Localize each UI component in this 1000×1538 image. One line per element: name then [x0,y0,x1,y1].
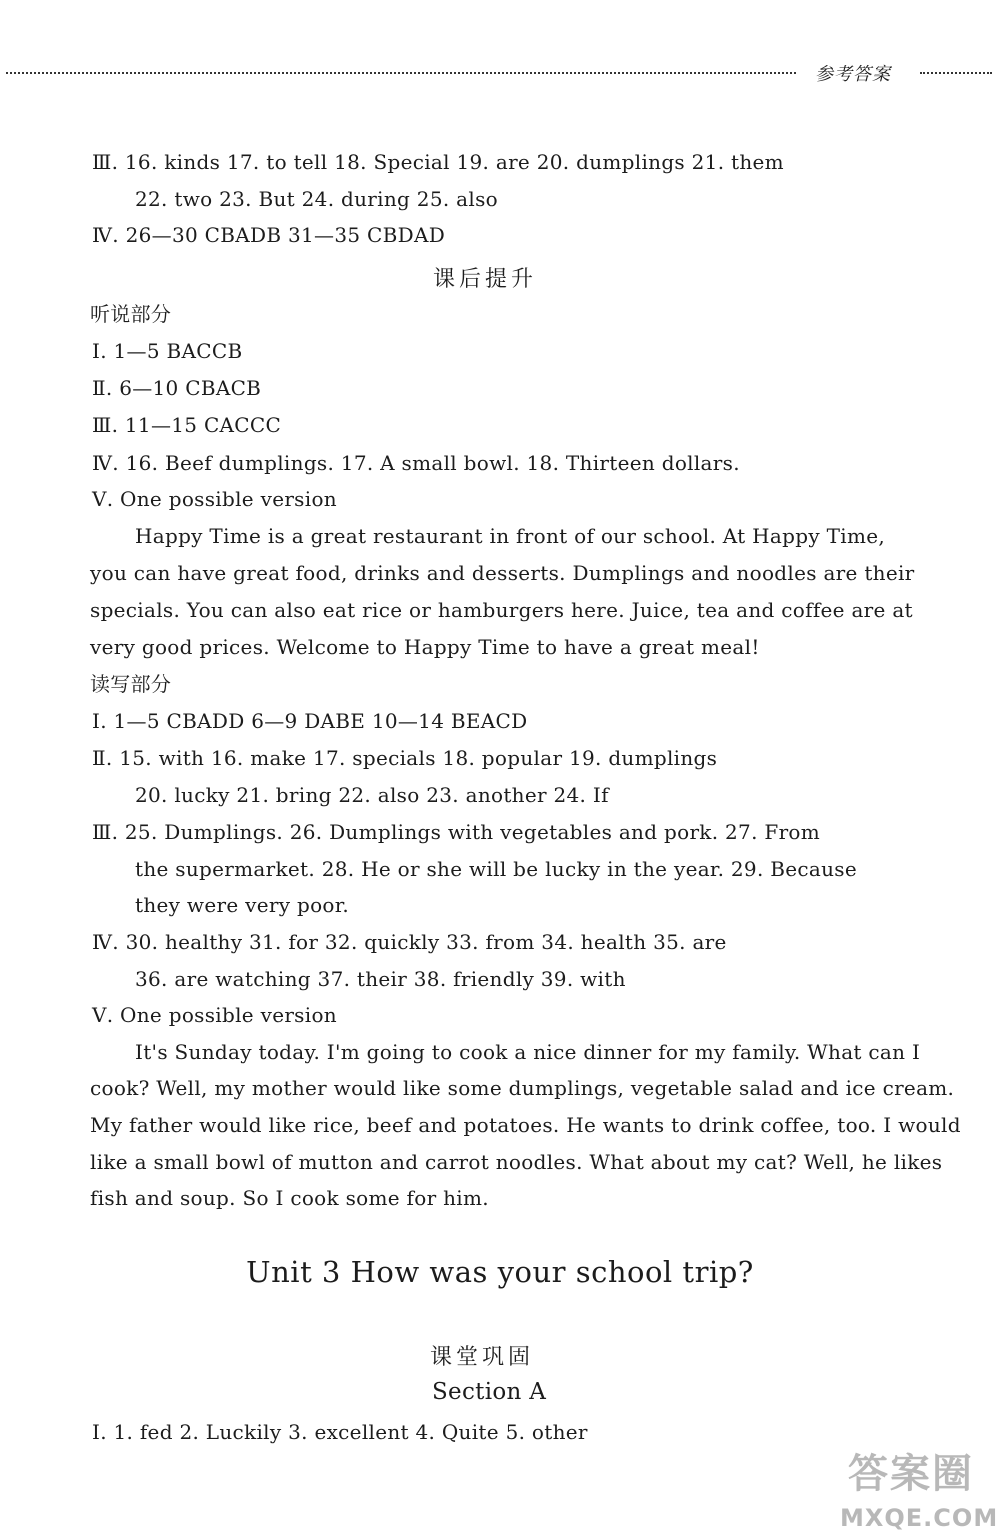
page-header-title: 参考答案 [815,64,891,85]
answer-line: Ⅳ. 16. Beef dumplings. 17. A small bowl. 18. Thirteen dollars. [92,451,740,475]
essay-line: fish and soup. So I cook some for him. [90,1186,489,1210]
answer-line: Ⅴ. One possible version [92,487,337,511]
answer-line: Ⅳ. 26—30 CBADB 31—35 CBDAD [92,223,446,247]
answer-line: Ⅰ. 1—5 CBADD 6—9 DABE 10—14 BEACD [92,709,528,733]
watermark-logo-text: 答案圈 [848,1451,974,1497]
header-dotted-rule-left [6,72,796,74]
subsection-heading-listening: 听说部分 [90,302,172,326]
essay-line: you can have great food, drinks and desserts. Dumplings and noodles are their [90,561,915,585]
essay-line: very good prices. Welcome to Happy Time to have a great meal! [90,635,760,659]
section-heading-ketang: 课堂巩固 [430,1345,535,1370]
answer-line: Ⅰ. 1—5 BACCB [92,339,243,363]
answer-line: Ⅲ. 25. Dumplings. 26. Dumplings with vegetables and pork. 27. From [92,820,821,844]
site-watermark-logo [840,1442,999,1532]
answer-line: Ⅳ. 30. healthy 31. for 32. quickly 33. from 34. health 35. are [92,930,727,954]
answer-line: Ⅴ. One possible version [92,1003,337,1027]
watermark-domain-text: MXQE.COM [840,1504,999,1532]
unit-title: Unit 3 How was your school trip? [246,1255,754,1289]
answer-line: Ⅱ. 15. with 16. make 17. specials 18. popular 19. dumplings [92,746,718,770]
answer-line: 22. two 23. But 24. during 25. also [135,187,498,211]
answer-line: they were very poor. [135,893,350,917]
subsection-heading-reading-writing: 读写部分 [90,672,172,696]
essay-line: specials. You can also eat rice or hamburgers here. Juice, tea and coffee are at [90,598,913,622]
answer-line: Ⅰ. 1. fed 2. Luckily 3. excellent 4. Quite 5. other [92,1420,588,1444]
answer-line: Ⅱ. 6—10 CBACB [92,376,262,400]
essay-line: It's Sunday today. I'm going to cook a nice dinner for my family. What can I [135,1040,921,1064]
section-subtitle: Section A [432,1379,547,1405]
essay-line: Happy Time is a great restaurant in front of our school. At Happy Time, [135,524,886,548]
answer-line: the supermarket. 28. He or she will be lucky in the year. 29. Because [135,857,858,881]
essay-line: My father would like rice, beef and potatoes. He wants to drink coffee, too. I would [90,1113,961,1137]
answer-line: Ⅲ. 11—15 CACCC [92,413,282,437]
answer-line: 36. are watching 37. their 38. friendly 39. with [135,967,626,991]
answer-line: 20. lucky 21. bring 22. also 23. another 24. If [135,783,609,807]
essay-line: cook? Well, my mother would like some dumplings, vegetable salad and ice cream. [90,1076,955,1100]
section-heading-kehou: 课后提升 [433,267,538,292]
essay-line: like a small bowl of mutton and carrot noodles. What about my cat? Well, he likes [90,1150,943,1174]
answer-line: Ⅲ. 16. kinds 17. to tell 18. Special 19. are 20. dumplings 21. them [92,150,784,174]
header-dotted-rule-right [920,72,992,74]
